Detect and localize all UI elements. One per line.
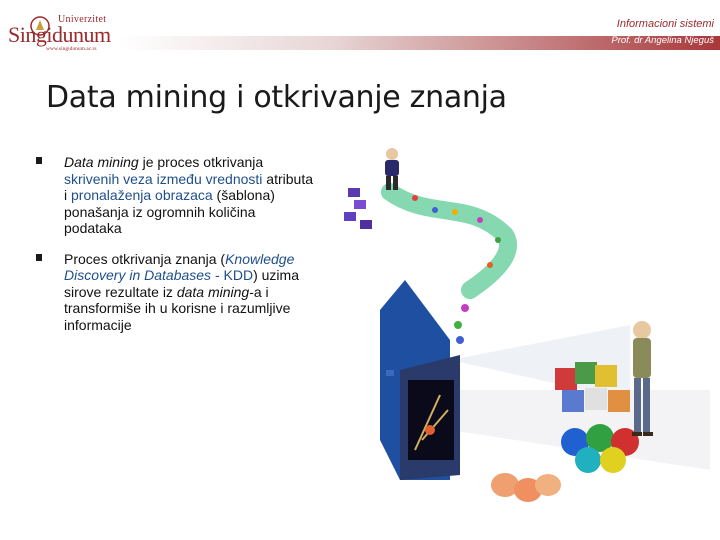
bullet-1-text-a: je proces otkrivanja	[138, 154, 264, 170]
header-course-info	[611, 18, 714, 47]
bullet-2-text-b: ) uzima sirove rezultate iz	[64, 267, 299, 300]
logo-top-text: Univerzitet	[58, 14, 107, 25]
bullet-2-dash: -	[211, 267, 224, 283]
data-mining-illustration	[330, 140, 720, 520]
bullet-marker	[36, 254, 42, 261]
bullet-2-text-c: -a i transformiše ih u korisne i razumljive informacije	[64, 283, 291, 333]
logo-url-text: www.singidunum.ac.rs	[46, 46, 97, 52]
bullet-item	[36, 154, 316, 237]
bullet-2-highlight-a: Knowledge Discovery in Databases	[64, 250, 295, 283]
bullet-1-text-b: atributa i	[64, 170, 314, 203]
university-logo	[8, 12, 120, 52]
bullet-2-term: data mining	[176, 283, 250, 300]
bullet-item	[36, 251, 316, 334]
bullet-2-text-a: Proces otkrivanja znanja (	[64, 250, 226, 267]
bullet-2-highlight-b: KDD	[223, 267, 254, 283]
data-blocks-icon	[344, 188, 372, 229]
computer-tower-icon	[380, 280, 460, 480]
bullet-marker	[36, 157, 42, 164]
bullet-1-highlight-b: pronalaženja obrazaca	[71, 187, 213, 203]
logo-main-text: Singidunum	[8, 22, 111, 47]
slide-title: Data mining i otkrivanje znanja	[46, 80, 507, 115]
bullet-1-term: Data mining	[64, 154, 139, 170]
bullet-list	[36, 154, 316, 333]
professor-name: Prof. dr Angelina Njeguš	[611, 35, 714, 46]
course-name: Informacioni sistemi	[616, 18, 714, 30]
slide-header	[0, 0, 720, 58]
bullet-1-highlight-a: skrivenih veza između vrednosti	[64, 170, 263, 187]
bullet-1-text-c: (šablona) ponašanja iz ogromnih količina podataka	[64, 187, 275, 236]
